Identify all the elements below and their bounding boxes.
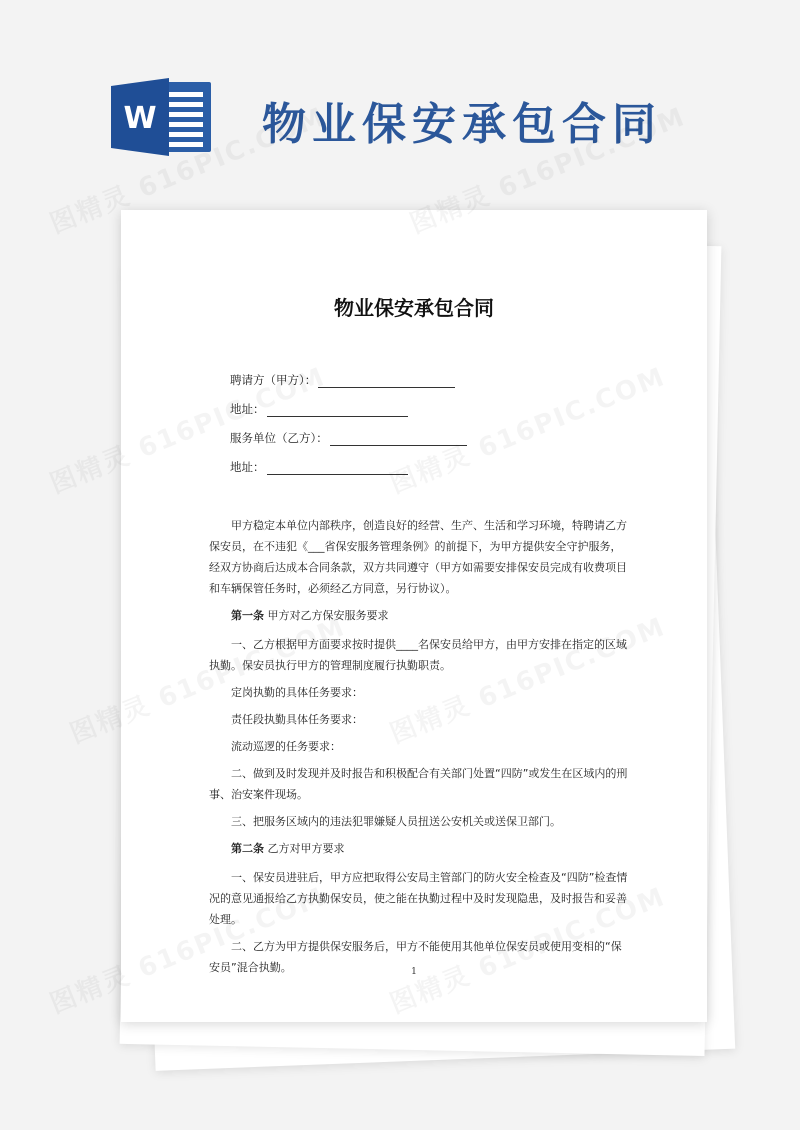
paragraph: 责任段执勤具体任务要求： <box>231 713 363 726</box>
field-label: 服务单位（乙方）： <box>230 431 328 445</box>
document-body <box>209 515 629 978</box>
paragraph: 定岗执勤的具体任务要求： <box>231 686 363 699</box>
field-party-a <box>230 372 455 388</box>
paragraph: 二、做到及时发现并及时报告和积极配合有关部门处置“四防”或发生在区域内的刑事、治安案件现场。 <box>209 767 628 801</box>
document-title: 物业保安承包合同 <box>334 296 494 320</box>
field-blank <box>330 433 467 446</box>
article-label: 第一条 <box>231 609 264 622</box>
field-address-b <box>230 459 408 475</box>
word-icon-letter: W <box>123 101 157 136</box>
paragraph: 三、把服务区域内的违法犯罪嫌疑人员扭送公安机关或送保卫部门。 <box>231 815 561 828</box>
article-title: 乙方对甲方要求 <box>267 842 345 855</box>
article-label: 第二条 <box>231 842 264 855</box>
field-address-a <box>230 401 408 417</box>
field-party-b <box>230 430 467 446</box>
article-title: 甲方对乙方保安服务要求 <box>267 609 389 622</box>
field-label: 地址： <box>230 402 265 416</box>
banner <box>0 0 800 200</box>
paragraph: 二、乙方为甲方提供保安服务后，甲方不能使用其他单位保安员或使用变相的“保安员”混合执勤。 <box>209 940 622 974</box>
article-heading <box>209 605 629 626</box>
word-icon <box>111 78 213 156</box>
page-number: 1 <box>411 967 417 977</box>
intro-paragraph: 甲方稳定本单位内部秩序，创造良好的经营、生产、生活和学习环境，特聘请乙方保安员，在不违犯《___省保安服务管理条例》的前提下，为甲方提供安全守护服务，经双方协商后达成本合同条款，双方共同遵守（甲方如需要安排保安员完成有收费项目和车辆保管任务时，必须经乙方同意，另行协议）。 <box>209 519 627 595</box>
field-blank <box>267 404 408 417</box>
paragraph: 一、乙方根据甲方面要求按时提供____名保安员给甲方，由甲方安排在指定的区域执勤。保安员执行甲方的管理制度履行执勤职责。 <box>209 638 627 672</box>
article-heading <box>209 838 629 859</box>
field-blank <box>267 462 408 475</box>
field-label: 聘请方（甲方）： <box>230 373 317 387</box>
document-page <box>121 210 707 1022</box>
paragraph: 一、保安员进驻后，甲方应把取得公安局主管部门的防火安全检查及“四防”检查情况的意见通报给乙方执勤保安员，使之能在执勤过程中及时发现隐患，及时报告和妥善处理。 <box>209 871 628 926</box>
banner-title: 物业保安承包合同 <box>262 99 662 150</box>
field-label: 地址： <box>230 460 265 474</box>
field-blank <box>318 375 455 388</box>
paragraph: 流动巡逻的任务要求： <box>231 740 341 753</box>
